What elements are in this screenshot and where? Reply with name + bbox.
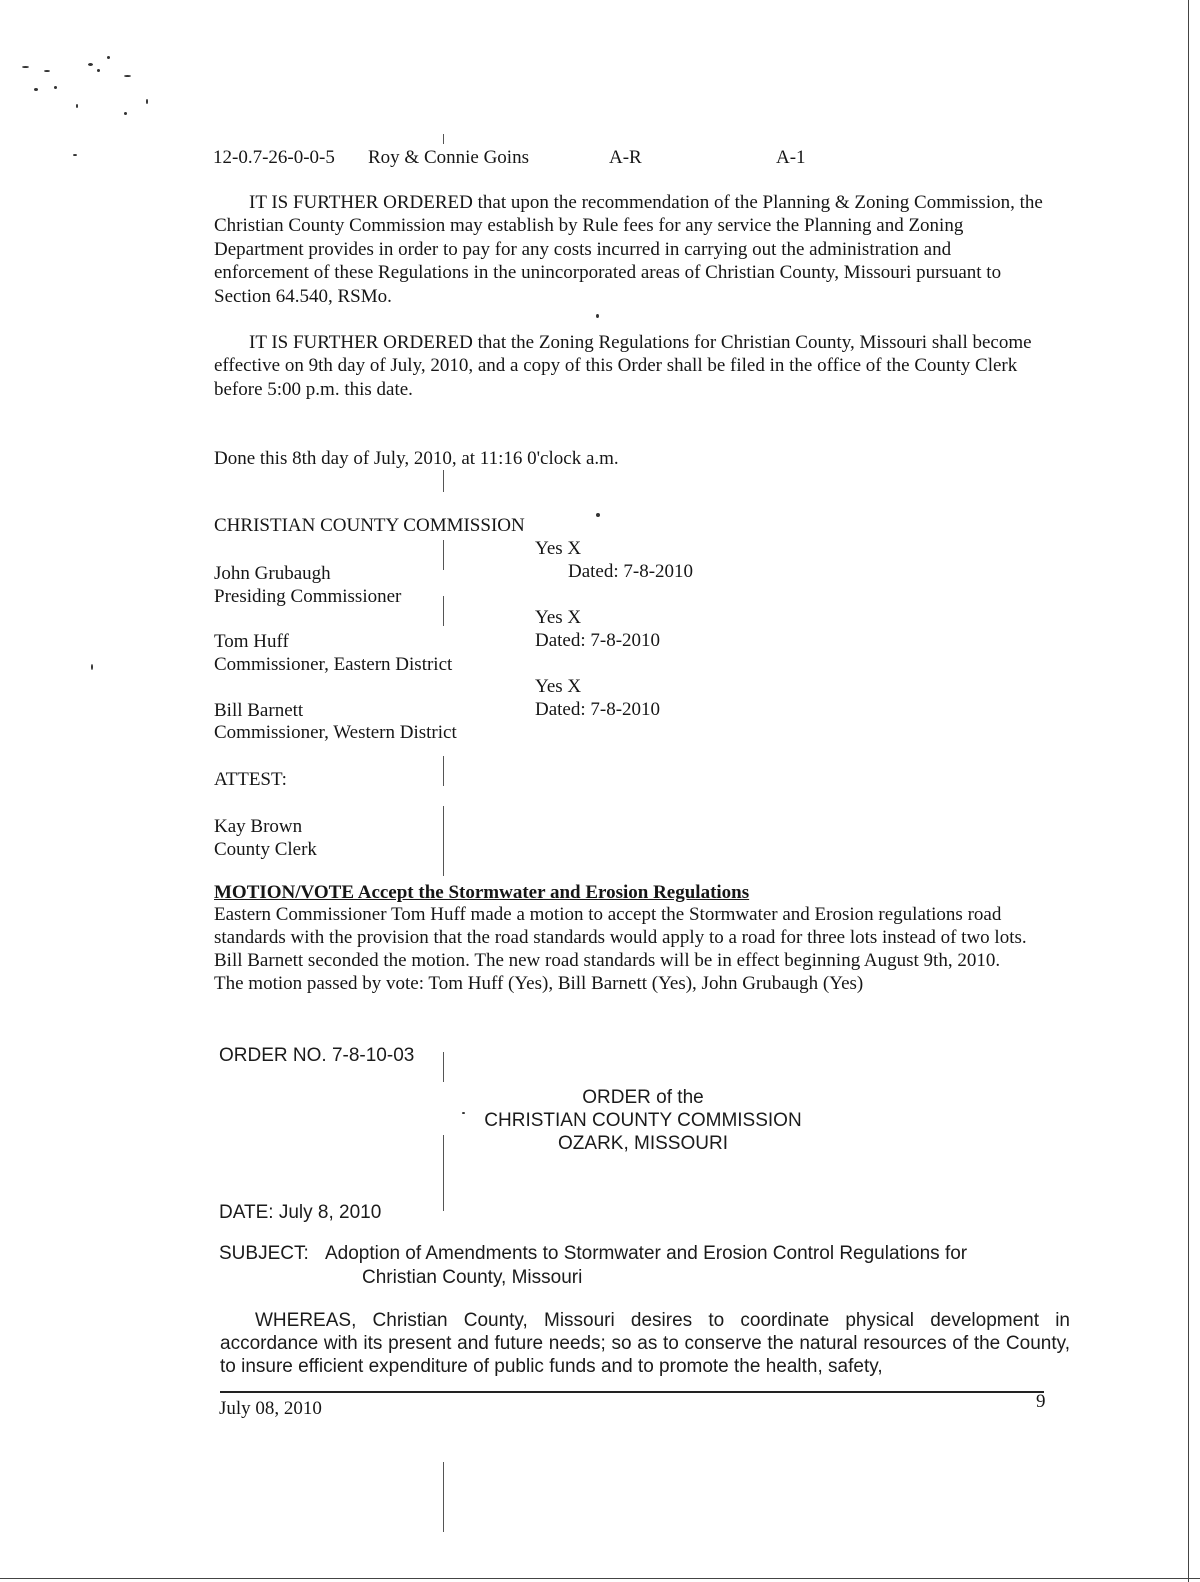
parcel-number: 12-0.7-26-0-0-5 <box>213 147 335 168</box>
whereas-paragraph <box>220 1309 1070 1378</box>
parcel-from-zone: A-R <box>609 147 642 168</box>
scan-speck <box>97 69 100 72</box>
effective-paragraph-text: IT IS FURTHER ORDERED that the Zoning Regulations for Christian County, Missouri shall become effective on 9th day of July, 2010, and a copy of this Order shall be filed in the office of the County Clerk before 5:00 p.m. this date. <box>214 332 1032 400</box>
member-name: Bill Barnett <box>214 700 304 721</box>
fees-paragraph-text: IT IS FURTHER ORDERED that upon the recommendation of the Planning & Zoning Commission, the Christian County Commission may establish by Rule fees for any service the Planning and Zoning Department provides in order to pay for any costs incurred in carrying out the administration and enforcement of these Regulations in the unincorporated areas of Christian County, Missouri pursuant to Section 64.540, RSMo. <box>214 192 1043 307</box>
fees-paragraph <box>214 191 1044 308</box>
scan-speck <box>88 63 93 66</box>
order-date: DATE: July 8, 2010 <box>219 1202 382 1223</box>
parcel-owner: Roy & Connie Goins <box>368 147 529 168</box>
member-name: Tom Huff <box>214 631 289 652</box>
scan-fold-mark <box>443 1462 444 1532</box>
scan-fold-mark <box>443 596 444 626</box>
scan-speck <box>124 112 127 115</box>
order-title-line: ORDER of the <box>582 1087 704 1108</box>
scan-speck <box>146 99 148 104</box>
page-number: 9 <box>1036 1391 1046 1412</box>
attest-label: ATTEST: <box>214 769 287 790</box>
scan-fold-mark <box>443 1052 444 1082</box>
motion-line: Bill Barnett seconded the motion. The new road standards will be in effect beginning August 9th, 2010. <box>214 950 1001 971</box>
scan-speck <box>124 75 131 77</box>
scan-fold-mark <box>443 756 444 786</box>
order-number: ORDER NO. 7-8-10-03 <box>219 1045 415 1066</box>
clerk-name: Kay Brown <box>214 816 303 837</box>
member-dated: Dated: 7-8-2010 <box>568 561 694 582</box>
effective-paragraph <box>214 331 1044 401</box>
footer-rule <box>220 1391 1044 1393</box>
clerk-title: County Clerk <box>214 839 317 860</box>
member-vote: Yes X <box>535 676 582 697</box>
scan-speck <box>22 66 29 68</box>
subject-line: Christian County, Missouri <box>362 1267 583 1288</box>
scan-fold-mark <box>443 806 444 876</box>
commission-heading: CHRISTIAN COUNTY COMMISSION <box>214 515 525 536</box>
scan-speck <box>34 88 38 91</box>
motion-line: standards with the provision that the road standards would apply to a road for three lots instead of two lots. <box>214 927 1027 948</box>
member-vote: Yes X <box>535 607 582 628</box>
member-dated: Dated: 7-8-2010 <box>535 699 661 720</box>
subject-label: SUBJECT: <box>219 1243 309 1264</box>
page-border-right <box>1188 0 1189 1582</box>
scan-speck <box>91 664 93 670</box>
order-title-line: OZARK, MISSOURI <box>558 1133 728 1154</box>
member-title: Commissioner, Western District <box>214 722 457 743</box>
scan-fold-mark <box>443 1135 444 1211</box>
scan-speck <box>596 513 600 517</box>
scan-fold-mark <box>443 540 444 570</box>
footer-date: July 08, 2010 <box>219 1398 322 1419</box>
scan-speck <box>107 56 110 59</box>
member-vote: Yes X <box>535 538 582 559</box>
order-title-line: CHRISTIAN COUNTY COMMISSION <box>484 1110 802 1131</box>
member-name: John Grubaugh <box>214 563 331 584</box>
scan-speck <box>44 70 50 72</box>
scan-fold-mark <box>443 470 444 492</box>
scan-speck <box>596 314 599 318</box>
page-border-bottom <box>0 1578 1200 1579</box>
order-title <box>458 1086 828 1155</box>
member-title: Presiding Commissioner <box>214 586 402 607</box>
member-title: Commissioner, Eastern District <box>214 654 453 675</box>
scan-speck <box>73 154 77 156</box>
motion-heading: MOTION/VOTE Accept the Stormwater and Erosion Regulations <box>214 882 750 903</box>
scan-speck <box>76 104 78 108</box>
motion-line: Eastern Commissioner Tom Huff made a motion to accept the Stormwater and Erosion regulations road <box>214 904 1002 925</box>
motion-line: The motion passed by vote: Tom Huff (Yes), Bill Barnett (Yes), John Grubaugh (Yes) <box>214 973 864 994</box>
parcel-to-zone: A-1 <box>776 147 806 168</box>
scan-speck <box>54 86 57 89</box>
subject-line: Adoption of Amendments to Stormwater and Erosion Control Regulations for <box>325 1243 968 1264</box>
scan-fold-mark <box>443 134 444 144</box>
whereas-paragraph-text: WHEREAS, Christian County, Missouri desires to coordinate physical development in accordance with its present and future needs; so as to conserve the natural resources of the County, to insure efficient expenditure of public funds and to promote the health, safety, <box>220 1310 1070 1377</box>
member-dated: Dated: 7-8-2010 <box>535 630 661 651</box>
done-date-line: Done this 8th day of July, 2010, at 11:16 0'clock a.m. <box>214 448 619 469</box>
